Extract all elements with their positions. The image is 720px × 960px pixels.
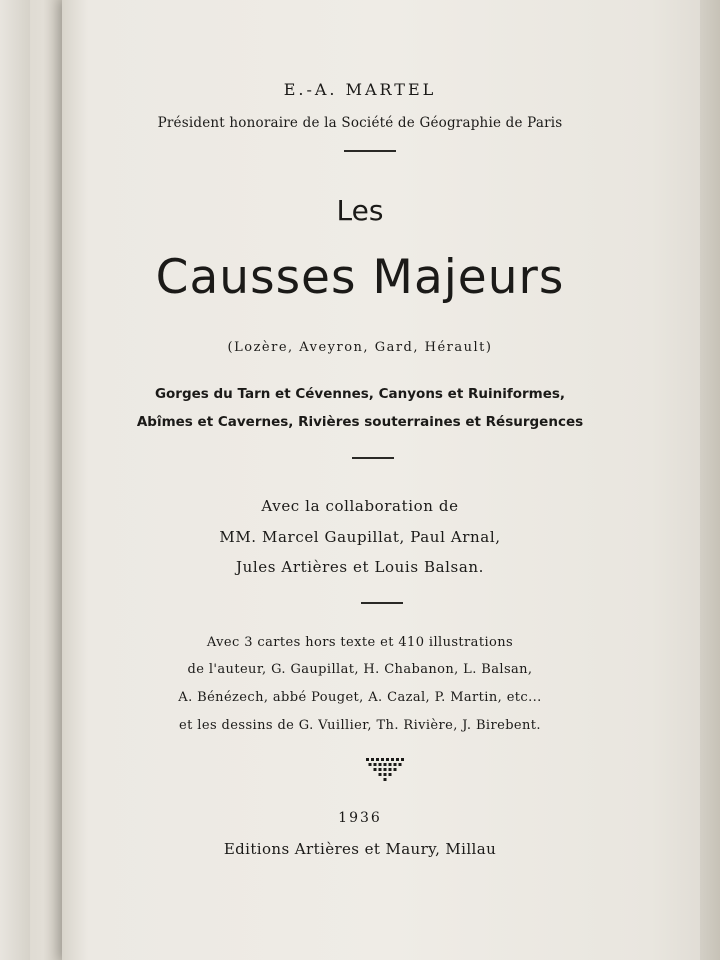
illustrations-line-2: de l'auteur, G. Gaupillat, H. Chabanon, L. Balsan, <box>187 662 533 677</box>
subject-line-1: Gorges du Tarn et Cévennes, Canyons et Ruiniformes, <box>154 386 566 402</box>
divider-rule-2 <box>352 457 394 459</box>
illustrations-line-1: Avec 3 cartes hors texte et 410 illustrations <box>206 635 514 650</box>
title-article: Les <box>336 194 384 227</box>
collaboration-line-1: Avec la collaboration de <box>261 497 459 515</box>
publication-year: 1936 <box>338 810 382 826</box>
collaboration-line-2: MM. Marcel Gaupillat, Paul Arnal, <box>219 528 501 546</box>
publisher: Editions Artières et Maury, Millau <box>223 840 497 858</box>
divider-rule-1 <box>344 150 396 152</box>
region-list: (Lozère, Aveyron, Gard, Hérault) <box>227 340 493 355</box>
divider-rule-3 <box>361 602 403 604</box>
author-name: E.-A. MARTEL <box>283 80 437 99</box>
illustrations-line-4: et les dessins de G. Vuillier, Th. Rivière, J. Birebent. <box>179 718 541 733</box>
book-title: Causses Majeurs <box>155 250 565 305</box>
subject-line-2: Abîmes et Cavernes, Rivières souterraines et Résurgences <box>136 414 584 430</box>
collaboration-line-3: Jules Artières et Louis Balsan. <box>235 558 485 576</box>
author-affiliation: Président honoraire de la Société de Géographie de Paris <box>157 115 563 131</box>
illustrations-line-3: A. Bénézech, abbé Pouget, A. Cazal, P. Martin, etc... <box>178 690 542 705</box>
printer-ornament-icon <box>366 758 406 782</box>
